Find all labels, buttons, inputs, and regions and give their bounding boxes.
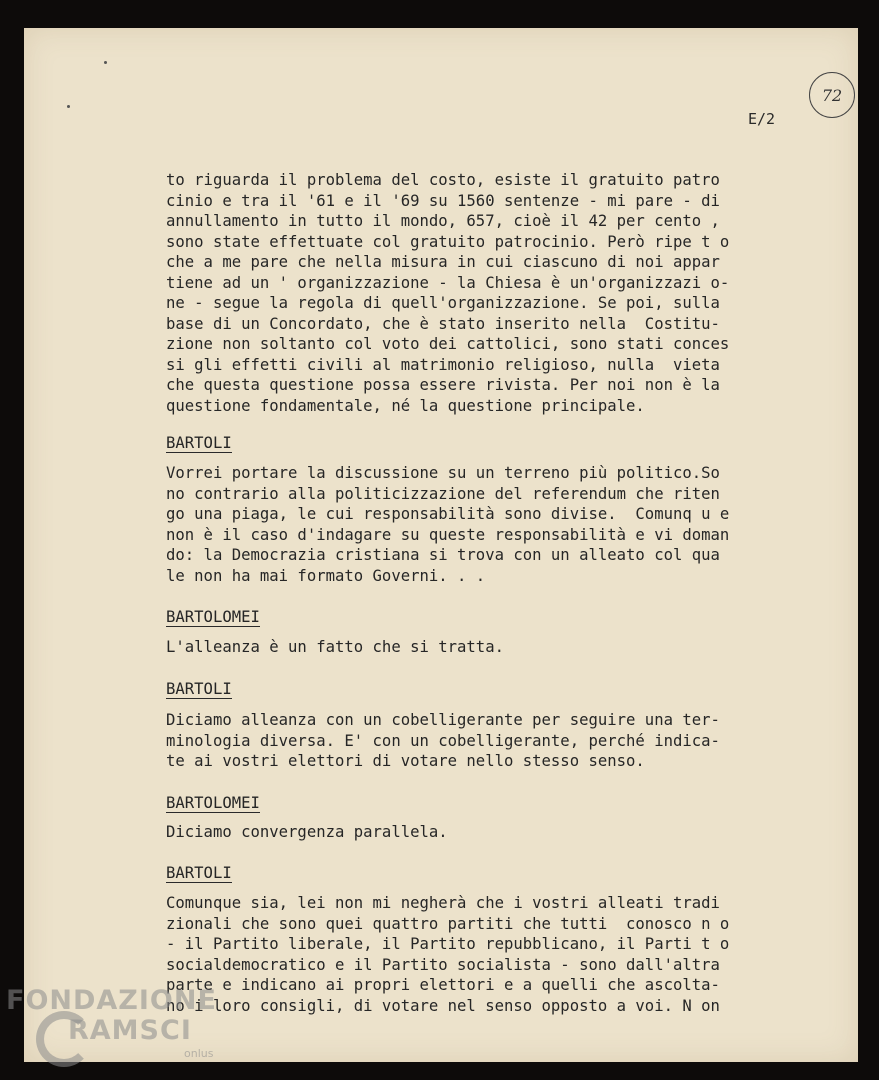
text-line: si gli effetti civili al matrimonio religioso, nulla vieta <box>166 355 720 374</box>
text-line: - il Partito liberale, il Partito repubblicano, il Parti t o <box>166 935 730 953</box>
text-line: Vorrei portare la discussione su un terreno più politico.So <box>166 464 720 482</box>
text-line: non è il caso d'indagare su queste responsabilità e vi doman <box>166 525 730 544</box>
text-line: zione non soltanto col voto dei cattolici, sono stati conces <box>166 335 730 353</box>
text-line: Diciamo convergenza parallela. <box>166 823 448 841</box>
text-line: L'alleanza è un fatto che si tratta. <box>166 638 504 656</box>
text-line: ne - segue la regola di quell'organizzazione. Se poi, sulla <box>166 294 720 312</box>
page-code: E/2 <box>748 110 776 128</box>
speaker-label: BARTOLOMEI <box>166 608 260 626</box>
speaker-label: BARTOLI <box>166 864 232 882</box>
text-line: do: la Democrazia cristiana si trova con un alleato col qua <box>166 546 720 564</box>
paragraph-5 <box>166 822 786 843</box>
text-line: le non ha mai formato Governi. . . <box>166 566 486 585</box>
text-line: parte e indicano ai propri elettori e a quelli che ascolta- <box>166 976 720 994</box>
text-line: no contrario alla politicizzazione del referendum che riten <box>166 484 720 503</box>
paper-speck <box>67 105 70 108</box>
text-line: sono state effettuate col gratuito patrocinio. Però ripe t o <box>166 232 730 251</box>
watermark-line-3: onlus <box>184 1047 214 1060</box>
text-line: questione fondamentale, né la questione principale. <box>166 396 645 415</box>
text-line: zionali che sono quei quattro partiti che tutti conosco n o <box>166 914 730 933</box>
watermark-line-2: RAMSCI <box>68 1015 192 1046</box>
text-line: no i loro consigli, di votare nel senso opposto a voi. N on <box>166 996 720 1015</box>
text-line: to riguarda il problema del costo, esiste il gratuito patro <box>166 171 720 189</box>
text-line: socialdemocratico e il Partito socialista - sono dall'altra <box>166 955 720 974</box>
text-line: tiene ad un ' organizzazione - la Chiesa è un'organizzazi o- <box>166 273 730 292</box>
archive-number-stamp: 72 <box>809 72 855 118</box>
text-line: cinio e tra il '61 e il '69 su 1560 sentenze - mi pare - di <box>166 191 720 210</box>
paragraph-3 <box>166 637 786 658</box>
text-line: go una piaga, le cui responsabilità sono divise. Comunq u e <box>166 505 730 523</box>
speaker-label: BARTOLOMEI <box>166 794 260 812</box>
text-line: minologia diversa. E' con un cobelligerante, perché indica- <box>166 731 720 750</box>
watermark-line-1: FONDAZIONE <box>6 985 217 1016</box>
text-line: che questa questione possa essere rivista. Per noi non è la <box>166 376 720 394</box>
paragraph-6 <box>166 893 786 1016</box>
paper-speck <box>104 61 107 64</box>
text-line: che a me pare che nella misura in cui ciascuno di noi appar <box>166 253 720 271</box>
paragraph-4 <box>166 710 786 772</box>
text-line: annullamento in tutto il mondo, 657, cioè il 42 per cento , <box>166 212 720 230</box>
text-line: base di un Concordato, che è stato inserito nella Costitu- <box>166 314 720 333</box>
text-line: te ai vostri elettori di votare nello stesso senso. <box>166 752 645 770</box>
paragraph-2 <box>166 463 786 586</box>
speaker-label: BARTOLI <box>166 434 232 452</box>
paragraph-1 <box>166 170 786 416</box>
text-line: Comunque sia, lei non mi negherà che i vostri alleati tradi <box>166 894 720 912</box>
text-line: Diciamo alleanza con un cobelligerante per seguire una ter- <box>166 711 720 729</box>
speaker-label: BARTOLI <box>166 680 232 698</box>
